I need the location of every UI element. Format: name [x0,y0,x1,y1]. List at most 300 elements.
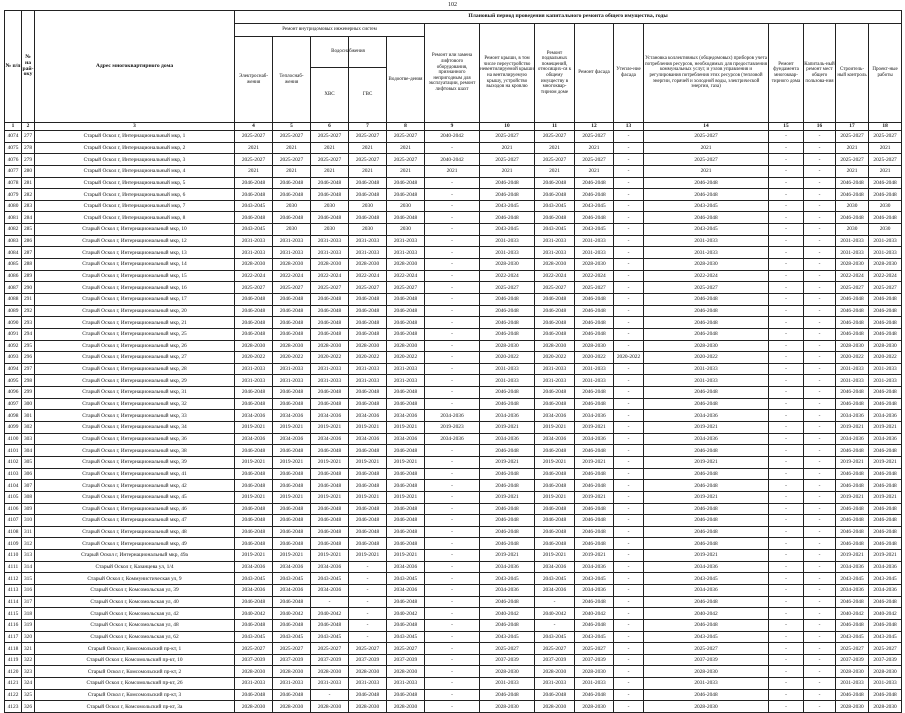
table-cell: 2025-2027 [235,643,273,655]
table-cell: 2028-2030 [535,340,575,352]
table-cell: 2046-2048 [311,189,349,201]
table-cell: - [769,247,804,259]
table-cell: - [425,293,480,305]
table-cell: 2046-2048 [311,387,349,399]
table-cell: - [804,212,836,224]
table-cell: 2031-2033 [235,247,273,259]
table-cell: 4086 [5,270,22,282]
table-cell: 2031-2033 [575,678,614,690]
table-cell: 2025-2027 [235,154,273,166]
address-cell: Старый Оскол г, Интернациональный мкр, 38 [35,445,235,457]
table-cell: - [804,503,836,515]
table-cell: 2040-2042 [869,608,902,620]
col-head-electric: Электроснаб-жения [235,37,273,123]
table-cell: 322 [22,654,35,666]
address-cell: Старый Оскол г, Комсомольский пр-кт, 1 [35,643,235,655]
table-cell: 308 [22,491,35,503]
table-cell: 2046-2048 [535,398,575,410]
table-cell: 4094 [5,363,22,375]
table-cell: 2046-2048 [869,689,902,701]
table-cell: 2019-2021 [311,550,349,562]
table-row [5,317,902,329]
table-cell: 2043-2045 [869,631,902,643]
table-cell: 2046-2048 [480,305,535,317]
table-cell: 2019-2021 [387,491,425,503]
address-cell: Старый Оскол г, Интернациональный мкр, 16 [35,282,235,294]
table-cell: 2025-2027 [480,131,535,143]
table-cell: 2046-2048 [575,538,614,550]
table-cell: 2046-2048 [869,387,902,399]
col-head-roof: Ремонт крыши, в том числе переустройство невентилируемой крыши на вентилируемую крышу, устройство выходов на кровлю [480,24,535,123]
table-cell: 2025-2027 [836,282,869,294]
table-cell: 2028-2030 [869,666,902,678]
table-cell: 2046-2048 [836,212,869,224]
table-cell: 2028-2030 [387,701,425,713]
table-cell: 2019-2021 [349,491,387,503]
table-cell: 2046-2048 [644,445,769,457]
table-cell: 2028-2030 [387,340,425,352]
table-cell: 2025-2027 [644,154,769,166]
table-cell: - [804,550,836,562]
table-cell: 2037-2039 [575,654,614,666]
table-cell: 2046-2048 [311,398,349,410]
table-cell: 2046-2048 [273,468,311,480]
table-cell: - [614,235,644,247]
table-cell: - [804,328,836,340]
table-row [5,305,902,317]
table-cell: 2046-2048 [575,317,614,329]
col-head-num: № п/п [5,11,22,123]
table-cell: 2046-2048 [387,503,425,515]
table-cell: - [614,131,644,143]
table-cell: 2046-2048 [869,503,902,515]
table-cell: 2025-2027 [311,154,349,166]
table-cell: - [535,619,575,631]
col-head-hvs: ХВС [324,92,335,98]
table-cell: - [804,666,836,678]
table-cell: 2046-2048 [869,445,902,457]
table-cell: 2025-2027 [273,643,311,655]
table-cell: 2046-2048 [387,387,425,399]
table-cell: - [804,363,836,375]
table-cell: 2046-2048 [480,596,535,608]
table-cell: 2034-2036 [575,433,614,445]
table-cell: 2034-2036 [311,561,349,573]
table-cell: 2031-2033 [349,247,387,259]
table-cell: 2020-2022 [614,352,644,364]
table-cell: - [769,165,804,177]
table-cell: 2046-2048 [836,189,869,201]
table-cell: 2040-2042 [273,608,311,620]
table-cell: 2046-2048 [480,538,535,550]
table-cell: 2046-2048 [644,596,769,608]
table-cell: 2046-2048 [869,538,902,550]
table-cell: 4121 [5,678,22,690]
table-cell: 2046-2048 [644,293,769,305]
table-cell: 2019-2023 [425,422,480,434]
table-cell: 2046-2048 [644,480,769,492]
table-cell: 2046-2048 [575,515,614,527]
table-cell: 2031-2033 [480,235,535,247]
table-cell: 2037-2039 [387,654,425,666]
table-cell: 2043-2045 [836,631,869,643]
address-cell: Старый Оскол г, Комсомольская ул, 42 [35,608,235,620]
address-cell: Старый Оскол г, Интернациональный мкр, 29 [35,375,235,387]
table-row [5,619,902,631]
table-cell: 2025-2027 [644,282,769,294]
table-cell: 2025-2027 [575,643,614,655]
table-cell: - [769,154,804,166]
table-cell: 2020-2022 [311,352,349,364]
table-cell: 2046-2048 [311,212,349,224]
table-cell: 2043-2045 [535,573,575,585]
table-cell: 2046-2048 [273,305,311,317]
table-cell: 2034-2036 [869,410,902,422]
table-cell: 2046-2048 [836,468,869,480]
table-cell: - [769,573,804,585]
table-cell: 286 [22,235,35,247]
table-cell: - [614,177,644,189]
table-cell: - [769,666,804,678]
table-row [5,142,902,154]
table-cell: 2046-2048 [535,317,575,329]
table-cell: - [769,480,804,492]
table-cell: 2028-2030 [869,259,902,271]
table-cell: - [804,247,836,259]
col-head-address: Адрес многоквартирного дома [35,11,235,123]
table-cell: 2028-2030 [836,666,869,678]
table-cell: 309 [22,503,35,515]
table-cell: 2046-2048 [311,526,349,538]
table-cell: - [769,678,804,690]
table-cell: - [804,631,836,643]
table-cell: 2037-2039 [235,654,273,666]
table-cell: 2046-2048 [644,515,769,527]
table-cell: 2046-2048 [869,317,902,329]
table-cell: 4099 [5,422,22,434]
table-cell: - [614,224,644,236]
table-cell: 2037-2039 [480,654,535,666]
table-cell: - [804,608,836,620]
table-row [5,328,902,340]
table-row [5,456,902,468]
table-cell: 2046-2048 [575,398,614,410]
table-cell: 2019-2021 [273,491,311,503]
table-cell: 285 [22,224,35,236]
table-cell: 2031-2033 [349,678,387,690]
table-cell: - [614,340,644,352]
table-cell: 2046-2048 [535,480,575,492]
table-cell: - [769,270,804,282]
address-cell: Старый Оскол г, Интернациональный мкр, 6 [35,189,235,201]
table-cell: 2021 [311,142,349,154]
table-cell: 4083 [5,235,22,247]
table-cell: 2046-2048 [349,689,387,701]
table-cell: - [769,317,804,329]
table-cell: 2031-2033 [311,678,349,690]
table-row [5,165,902,177]
table-cell: 2031-2033 [387,375,425,387]
address-cell: Старый Оскол г, Интернациональный мкр, 28 [35,363,235,375]
table-cell: 4085 [5,259,22,271]
table-cell: - [425,491,480,503]
table-cell: 2021 [387,165,425,177]
table-cell: 2046-2048 [235,538,273,550]
table-cell: 2034-2036 [836,410,869,422]
table-cell: 2034-2036 [349,410,387,422]
table-cell: - [804,189,836,201]
table-cell: 2034-2036 [535,410,575,422]
table-cell: - [769,422,804,434]
table-cell: 314 [22,561,35,573]
table-cell: 2021 [535,165,575,177]
table-cell: 2031-2033 [235,363,273,375]
table-cell: 2022-2024 [311,270,349,282]
table-cell: - [425,480,480,492]
table-cell: 2046-2048 [235,189,273,201]
table-cell: 2031-2033 [387,235,425,247]
table-cell: 324 [22,678,35,690]
col-head-heat: Теплоснаб-жения [273,37,311,123]
table-cell: 4084 [5,247,22,259]
table-cell: 2046-2048 [480,503,535,515]
table-row [5,526,902,538]
table-cell: 2046-2048 [273,526,311,538]
table-cell: 4105 [5,491,22,503]
table-cell: 2046-2048 [644,305,769,317]
table-cell: 2046-2048 [575,619,614,631]
table-cell: 4111 [5,561,22,573]
table-cell: 2046-2048 [235,468,273,480]
table-cell: - [804,375,836,387]
col-head-facade: Ремонт фасада [575,24,614,123]
table-cell: 2034-2036 [480,410,535,422]
table-cell: 4109 [5,538,22,550]
table-cell: 316 [22,584,35,596]
table-cell: 307 [22,480,35,492]
table-cell: 2040-2042 [235,608,273,620]
table-cell: 2028-2030 [644,701,769,713]
table-cell: 2025-2027 [644,131,769,143]
table-cell: - [425,352,480,364]
table-cell: 303 [22,433,35,445]
table-cell: - [425,200,480,212]
table-cell: 2046-2048 [535,468,575,480]
table-cell: - [425,561,480,573]
table-cell: - [804,387,836,399]
table-cell: 323 [22,666,35,678]
table-cell: 2046-2048 [273,538,311,550]
address-cell: Старый Оскол г, Интернациональный мкр, 42 [35,480,235,492]
table-cell: 2034-2036 [425,433,480,445]
table-cell: 2031-2033 [273,375,311,387]
table-cell: 2028-2030 [349,666,387,678]
table-cell: 2046-2048 [387,328,425,340]
table-cell: 2034-2036 [869,561,902,573]
table-cell: - [425,445,480,457]
table-cell: - [769,503,804,515]
table-cell: 313 [22,550,35,562]
table-cell: 2046-2048 [836,515,869,527]
table-cell: 2037-2039 [836,654,869,666]
table-cell: - [769,398,804,410]
table-cell: 2031-2033 [836,247,869,259]
table-cell: 2031-2033 [869,247,902,259]
table-cell: - [614,433,644,445]
table-cell: 2046-2048 [869,526,902,538]
table-cell: - [769,328,804,340]
address-cell: Старый Оскол г, Интернациональный мкр, 33 [35,410,235,422]
table-cell: 4081 [5,212,22,224]
address-cell: Старый Оскол г, Казанцева ул, 1/4 [35,561,235,573]
table-cell: 299 [22,387,35,399]
table-cell: 2022-2024 [644,270,769,282]
table-cell: 2025-2027 [387,154,425,166]
table-cell: 2046-2048 [535,293,575,305]
column-number: 3 [35,123,235,131]
table-cell: 2019-2021 [836,456,869,468]
table-cell: - [614,375,644,387]
table-cell: - [425,689,480,701]
table-cell: 2019-2021 [644,550,769,562]
table-cell: - [614,282,644,294]
table-cell: 2031-2033 [869,375,902,387]
table-cell: 2025-2027 [273,154,311,166]
table-row [5,293,902,305]
table-row [5,433,902,445]
table-cell: 2025-2027 [535,643,575,655]
table-cell: 2046-2048 [535,305,575,317]
table-cell: 2021 [349,165,387,177]
table-cell: 288 [22,259,35,271]
table-cell: 2019-2021 [535,422,575,434]
table-cell: 2020-2022 [644,352,769,364]
address-cell: Старый Оскол г, Интернациональный мкр, 25 [35,328,235,340]
table-cell: 2046-2048 [311,293,349,305]
table-cell: 2031-2033 [575,363,614,375]
table-cell: - [425,375,480,387]
table-cell: 2031-2033 [387,678,425,690]
table-cell: - [804,689,836,701]
address-cell: Старый Оскол г, Комсомольская ул, 39 [35,584,235,596]
table-cell: 2028-2030 [869,701,902,713]
table-cell: 2031-2033 [869,235,902,247]
table-cell: 2046-2048 [644,689,769,701]
table-cell: 2034-2036 [387,584,425,596]
column-number: 17 [836,123,869,131]
table-cell: 2031-2033 [311,375,349,387]
table-row [5,270,902,282]
table-cell: - [804,270,836,282]
table-cell: 2019-2021 [311,491,349,503]
table-cell: - [614,212,644,224]
table-row [5,643,902,655]
address-cell: Старый Оскол г, Коммунистическая ул, 9 [35,573,235,585]
table-cell: 2028-2030 [273,701,311,713]
table-cell: - [769,596,804,608]
table-cell: - [614,410,644,422]
table-cell: 2043-2045 [235,631,273,643]
table-cell: 2046-2048 [387,212,425,224]
table-cell: 2034-2036 [387,433,425,445]
table-cell: 298 [22,375,35,387]
table-row [5,689,902,701]
table-cell: 2043-2045 [644,200,769,212]
column-number: 13 [614,123,644,131]
table-cell: 2019-2021 [349,422,387,434]
table-cell: - [769,701,804,713]
table-cell: 300 [22,398,35,410]
table-row [5,247,902,259]
table-cell: 4080 [5,200,22,212]
table-cell: 2031-2033 [273,678,311,690]
table-cell: 2028-2030 [836,259,869,271]
table-cell: 2046-2048 [836,445,869,457]
table-cell: 4098 [5,410,22,422]
table-cell: 4078 [5,177,22,189]
col-head-engineering: Ремонт внутридомовых инженерных систем [235,24,425,37]
table-cell: 2021 [644,165,769,177]
table-cell: 2046-2048 [273,689,311,701]
table-cell: 2034-2036 [273,433,311,445]
table-cell: - [425,515,480,527]
table-cell: 280 [22,165,35,177]
table-cell: - [614,643,644,655]
table-cell: - [769,235,804,247]
table-cell: 2046-2048 [575,503,614,515]
table-cell: 2019-2021 [836,422,869,434]
col-head-design: Проект-ные работы [869,24,902,123]
table-cell: 289 [22,270,35,282]
table-cell: 2034-2036 [387,410,425,422]
table-cell: - [425,654,480,666]
table-cell: 2028-2030 [349,701,387,713]
table-cell: - [804,480,836,492]
table-cell: 2021 [387,142,425,154]
table-cell: 2046-2048 [535,328,575,340]
table-cell: - [614,422,644,434]
table-cell: 294 [22,328,35,340]
table-cell: 2031-2033 [235,375,273,387]
table-cell: - [425,177,480,189]
table-cell: 2019-2021 [535,456,575,468]
table-cell: 277 [22,131,35,143]
table-cell: - [349,561,387,573]
table-cell: 2028-2030 [535,259,575,271]
table-cell: - [769,433,804,445]
table-row [5,212,902,224]
table-cell: 2031-2033 [644,363,769,375]
table-cell: 2046-2048 [273,480,311,492]
table-cell: - [769,643,804,655]
table-cell: 2037-2039 [535,654,575,666]
table-cell: 2030 [349,200,387,212]
table-cell: 2046-2048 [869,328,902,340]
table-cell: 312 [22,538,35,550]
table-cell: 2046-2048 [387,538,425,550]
table-cell: 2019-2021 [575,422,614,434]
table-cell: 2046-2048 [869,596,902,608]
table-cell: 2031-2033 [273,247,311,259]
table-cell: 2046-2048 [311,317,349,329]
table-row [5,666,902,678]
table-cell: 2043-2045 [273,631,311,643]
table-cell: 2019-2021 [273,456,311,468]
column-number: 4 [235,123,273,131]
table-cell: 2021 [311,165,349,177]
table-cell: 2031-2033 [836,375,869,387]
table-cell: 2028-2030 [480,340,535,352]
